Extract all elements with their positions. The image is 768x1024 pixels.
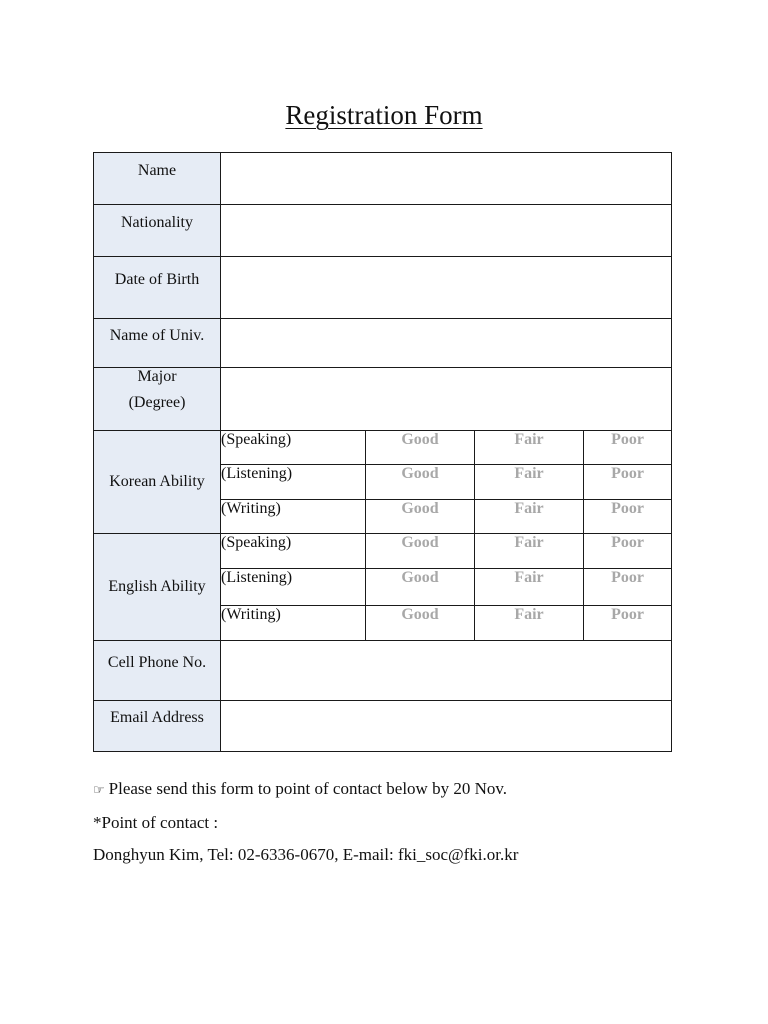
major-label-line2: (Degree) — [128, 394, 186, 411]
english-writing-fair[interactable]: Fair — [475, 606, 584, 641]
english-speaking-label: (Speaking) — [221, 534, 366, 569]
nationality-field[interactable] — [221, 205, 672, 257]
row-name — [94, 153, 672, 205]
english-writing-label: (Writing) — [221, 606, 366, 641]
row-nationality — [94, 205, 672, 257]
korean-ability-label: Korean Ability — [94, 431, 221, 534]
univ-field[interactable] — [221, 319, 672, 368]
form-title: Registration Form — [285, 100, 483, 130]
korean-listening-poor[interactable]: Poor — [584, 465, 672, 500]
korean-speaking-good[interactable]: Good — [366, 431, 475, 465]
korean-writing-good[interactable]: Good — [366, 500, 475, 534]
row-major — [94, 368, 672, 431]
major-label — [94, 368, 221, 431]
english-ability-label: English Ability — [94, 534, 221, 641]
phone-field[interactable] — [221, 641, 672, 701]
english-listening-fair[interactable]: Fair — [475, 569, 584, 606]
english-speaking-poor[interactable]: Poor — [584, 534, 672, 569]
english-speaking-fair[interactable]: Fair — [475, 534, 584, 569]
row-email — [94, 701, 672, 752]
korean-listening-good[interactable]: Good — [366, 465, 475, 500]
korean-speaking-poor[interactable]: Poor — [584, 431, 672, 465]
pointing-hand-icon: ☞ — [93, 783, 105, 798]
phone-label: Cell Phone No. — [94, 641, 221, 701]
korean-listening-fair[interactable]: Fair — [475, 465, 584, 500]
contact-label: *Point of contact : — [93, 813, 219, 832]
nationality-label: Nationality — [94, 205, 221, 257]
english-writing-poor[interactable]: Poor — [584, 606, 672, 641]
row-english-speaking — [94, 534, 672, 569]
english-listening-poor[interactable]: Poor — [584, 569, 672, 606]
dob-label: Date of Birth — [94, 257, 221, 319]
korean-speaking-fair[interactable]: Fair — [475, 431, 584, 465]
korean-writing-fair[interactable]: Fair — [475, 500, 584, 534]
english-listening-good[interactable]: Good — [366, 569, 475, 606]
registration-table — [93, 152, 672, 752]
name-label: Name — [94, 153, 221, 205]
email-field[interactable] — [221, 701, 672, 752]
korean-writing-label: (Writing) — [221, 500, 366, 534]
row-phone — [94, 641, 672, 701]
send-note — [93, 779, 507, 799]
korean-writing-poor[interactable]: Poor — [584, 500, 672, 534]
english-writing-good[interactable]: Good — [366, 606, 475, 641]
email-label: Email Address — [94, 701, 221, 752]
major-field[interactable] — [221, 368, 672, 431]
contact-details: Donghyun Kim, Tel: 02-6336-0670, E-mail: fki_soc@fki.or.kr — [93, 845, 519, 864]
row-dob — [94, 257, 672, 319]
dob-field[interactable] — [221, 257, 672, 319]
english-listening-label: (Listening) — [221, 569, 366, 606]
row-korean-speaking — [94, 431, 672, 465]
english-speaking-good[interactable]: Good — [366, 534, 475, 569]
major-label-line1: Major — [137, 368, 177, 385]
univ-label: Name of Univ. — [94, 319, 221, 368]
row-univ — [94, 319, 672, 368]
korean-speaking-label: (Speaking) — [221, 431, 366, 465]
korean-listening-label: (Listening) — [221, 465, 366, 500]
send-note-text: Please send this form to point of contact below by 20 Nov. — [108, 779, 507, 798]
name-field[interactable] — [221, 153, 672, 205]
